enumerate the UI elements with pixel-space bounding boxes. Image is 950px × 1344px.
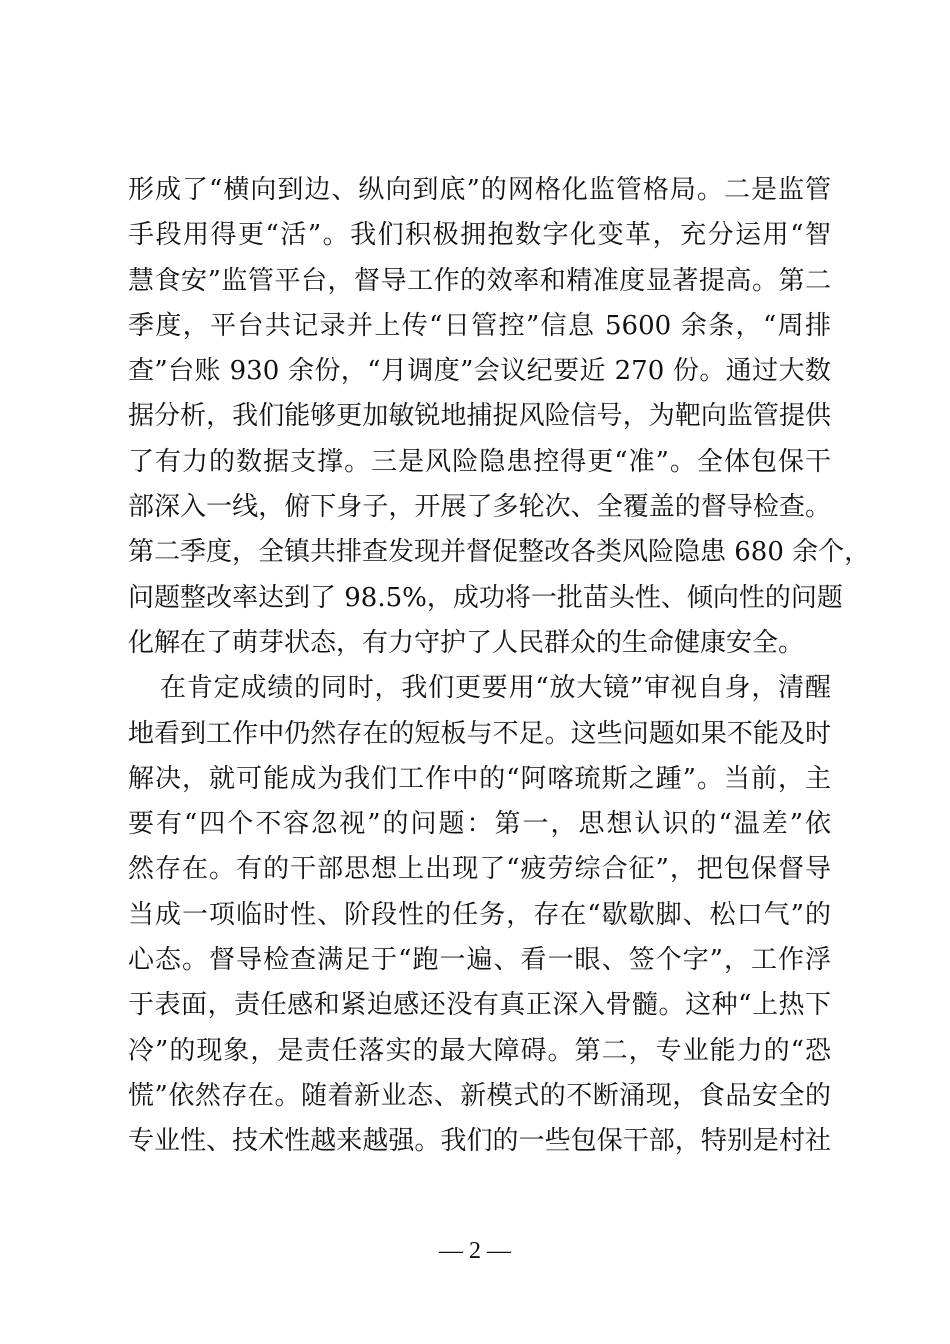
text-line: 慧食安”监管平台，督导工作的效率和精准度显著提高。第二	[128, 265, 831, 296]
text-line: 地看到工作中仍然存在的短板与不足。这些问题如果不能及时	[128, 718, 831, 749]
paragraph-1	[128, 168, 871, 666]
text-line: 然存在。有的干部思想上出现了“疲劳综合征”，把包保督导	[128, 854, 831, 885]
text-line: 据分析，我们能够更加敏锐地捕捉风险信号，为靶向监管提供	[128, 401, 831, 432]
text-line: 形成了“横向到边、纵向到底”的网格化监管格局。二是监管	[128, 175, 831, 205]
text-line: 部深入一线，俯下身子，开展了多轮次、全覆盖的督导检查。	[128, 492, 831, 523]
text-line: 专业性、技术性越来越强。我们的一些包保干部，特别是村社	[128, 1126, 831, 1157]
text-line: 问题整改率达到了 98.5%，成功将一批苗头性、倾向性的问题	[128, 582, 843, 613]
text-line: 在肯定成绩的同时，我们更要用“放大镜”审视自身，清醒	[160, 673, 831, 704]
text-line: 了有力的数据支撑。三是风险隐患控得更“准”。全体包保干	[128, 446, 831, 477]
text-line: 第二季度，全镇共排查发现并督促整改各类风险隐患 680 余个，	[128, 537, 871, 568]
text-line: 慌”依然存在。随着新业态、新模式的不断涌现，食品安全的	[128, 1080, 831, 1111]
text-line: 心态。督导检查满足于“跑一遍、看一眼、签个字”，工作浮	[128, 945, 831, 976]
document-body	[128, 168, 871, 1165]
text-line: 解决，就可能成为我们工作中的“阿喀琉斯之踵”。当前，主	[128, 763, 831, 794]
text-line: 冷”的现象，是责任落实的最大障碍。第二，专业能力的“恐	[128, 1035, 831, 1066]
text-line: 要有“四个不容忽视”的问题：第一，思想认识的“温差”依	[128, 809, 831, 840]
text-line: 查”台账 930 余份，“月调度”会议纪要近 270 份。通过大数	[128, 356, 831, 387]
text-line: 手段用得更“活”。我们积极拥抱数字化变革，充分运用“智	[128, 220, 831, 251]
paragraph-2	[128, 666, 831, 1164]
text-line: 当成一项临时性、阶段性的任务，存在“歇歇脚、松口气”的	[128, 899, 831, 930]
text-line: 于表面，责任感和紧迫感还没有真正深入骨髓。这种“上热下	[128, 990, 831, 1021]
text-line: 化解在了萌芽状态，有力守护了人民群众的生命健康安全。	[128, 627, 805, 658]
text-line: 季度，平台共记录并上传“日管控”信息 5600 余条，“周排	[128, 310, 831, 341]
page-number: — 2 —	[439, 1238, 511, 1264]
